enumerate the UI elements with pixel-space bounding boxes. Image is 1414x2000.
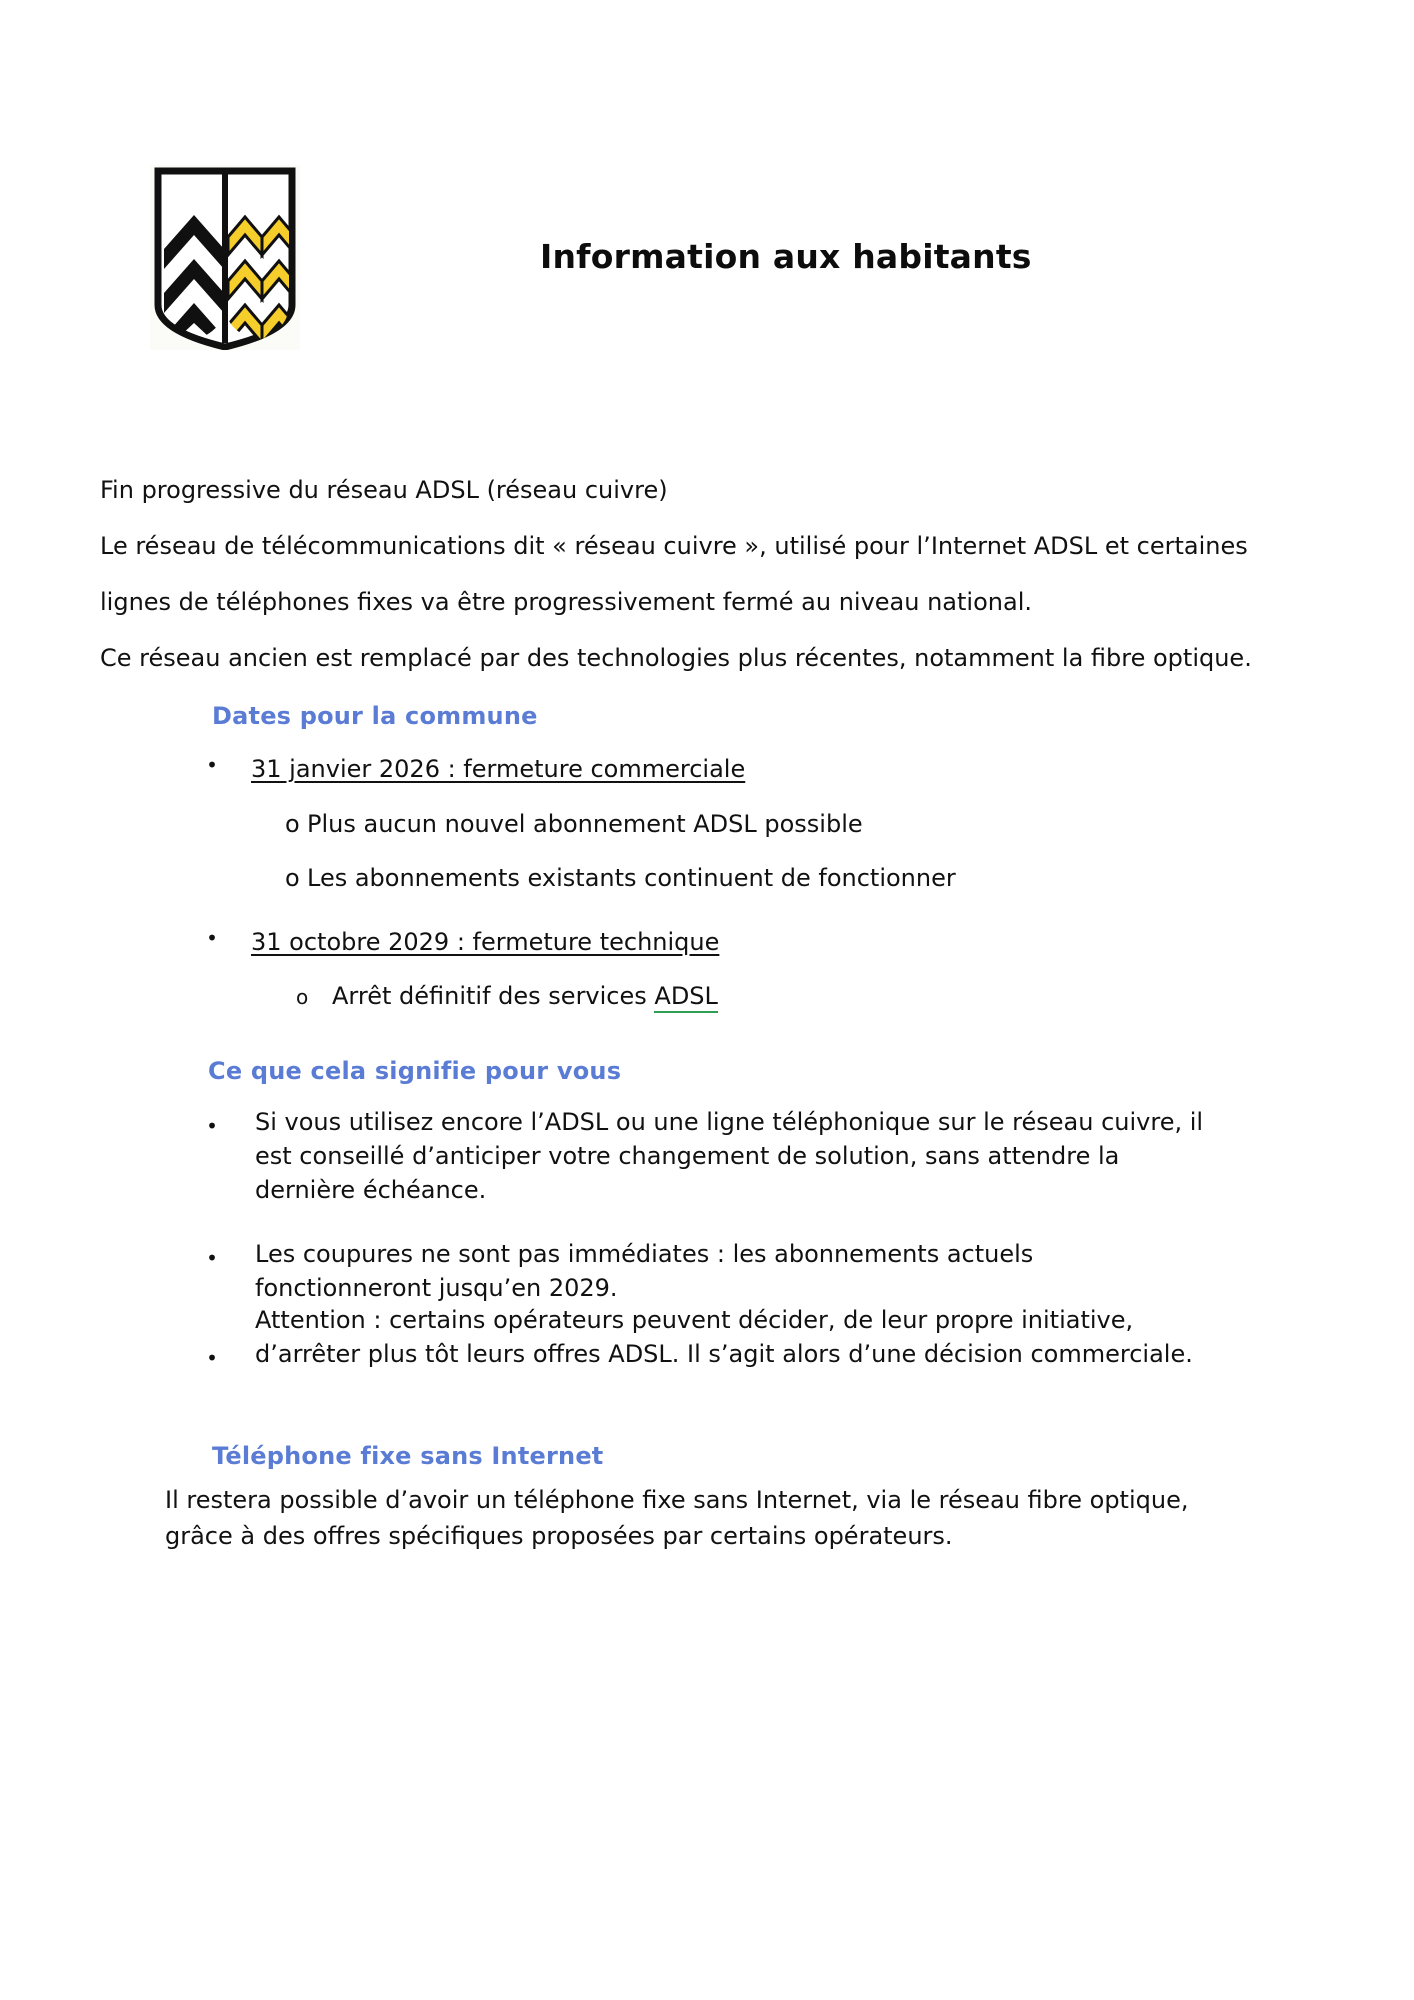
list-item-meaning-3 <box>205 1303 1205 1371</box>
bullet-marker-icon: • <box>206 753 218 777</box>
intro-line-1: Fin progressive du réseau ADSL (réseau cuivre) <box>100 476 668 504</box>
list-item-date-1 <box>205 755 745 783</box>
list-item-date-2 <box>205 928 719 956</box>
list-item-date-1-sub-2-label: Les abonnements existants continuent de fonctionner <box>307 864 956 892</box>
sub-bullet-marker-icon: o <box>285 810 300 838</box>
section-heading-dates: Dates pour la commune <box>212 702 538 730</box>
closing-paragraph <box>165 1482 1285 1554</box>
intro-block <box>100 462 1330 686</box>
list-item-date-1-label: 31 janvier 2026 : fermeture commerciale <box>251 755 746 783</box>
list-item-date-1-sub-2 <box>285 864 956 892</box>
list-item-meaning-1 <box>205 1105 1205 1207</box>
bullet-marker-icon: • <box>206 1246 218 1270</box>
spellchecked-term-adsl: ADSL <box>654 982 718 1013</box>
list-item-date-2-sub-1-label: Arrêt définitif des services <box>332 982 655 1010</box>
bullet-marker-icon: • <box>206 1114 218 1138</box>
bullet-marker-icon: • <box>206 1346 218 1370</box>
section-heading-meaning: Ce que cela signifie pour vous <box>208 1057 622 1085</box>
list-item-date-1-sub-1-label: Plus aucun nouvel abonnement ADSL possible <box>307 810 863 838</box>
sub-bullet-marker-icon: o <box>285 864 300 892</box>
list-item-date-1-sub-1 <box>285 810 863 838</box>
intro-line-4: Ce réseau ancien est remplacé par des technologies plus récentes, notamment la fibre optique. <box>100 644 1252 672</box>
bullet-marker-icon: • <box>206 926 218 950</box>
section-heading-landline: Téléphone fixe sans Internet <box>212 1442 604 1470</box>
sub-bullet-marker-icon: o <box>296 985 309 1009</box>
intro-line-3: lignes de téléphones fixes va être progressivement fermé au niveau national. <box>100 588 1032 616</box>
closing-line-2: grâce à des offres spécifiques proposées par certains opérateurs. <box>165 1522 953 1550</box>
list-item-meaning-3-label: Attention : certains opérateurs peuvent décider, de leur propre initiative, d’arrêter plus tôt leurs offres ADSL. Il s’agit alors d’une décision commerciale. <box>255 1306 1193 1368</box>
page-title: Information aux habitants <box>540 237 1032 276</box>
list-item-meaning-2-label: Les coupures ne sont pas immédiates : les abonnements actuels fonctionneront jusqu’en 2029. <box>255 1240 1034 1302</box>
document-header <box>0 0 1414 380</box>
closing-line-1: Il restera possible d’avoir un téléphone fixe sans Internet, via le réseau fibre optique, <box>165 1486 1189 1514</box>
list-item-meaning-1-label: Si vous utilisez encore l’ADSL ou une ligne téléphonique sur le réseau cuivre, il est conseillé d’anticiper votre changement de solution, sans attendre la dernière échéance. <box>255 1108 1204 1204</box>
list-item-meaning-2 <box>205 1237 1205 1305</box>
intro-line-2: Le réseau de télécommunications dit « réseau cuivre », utilisé pour l’Internet ADSL et certaines <box>100 532 1248 560</box>
commune-coat-of-arms-logo <box>150 165 300 350</box>
list-item-date-2-sub-1 <box>296 982 718 1010</box>
list-item-date-2-label: 31 octobre 2029 : fermeture technique <box>251 928 720 956</box>
